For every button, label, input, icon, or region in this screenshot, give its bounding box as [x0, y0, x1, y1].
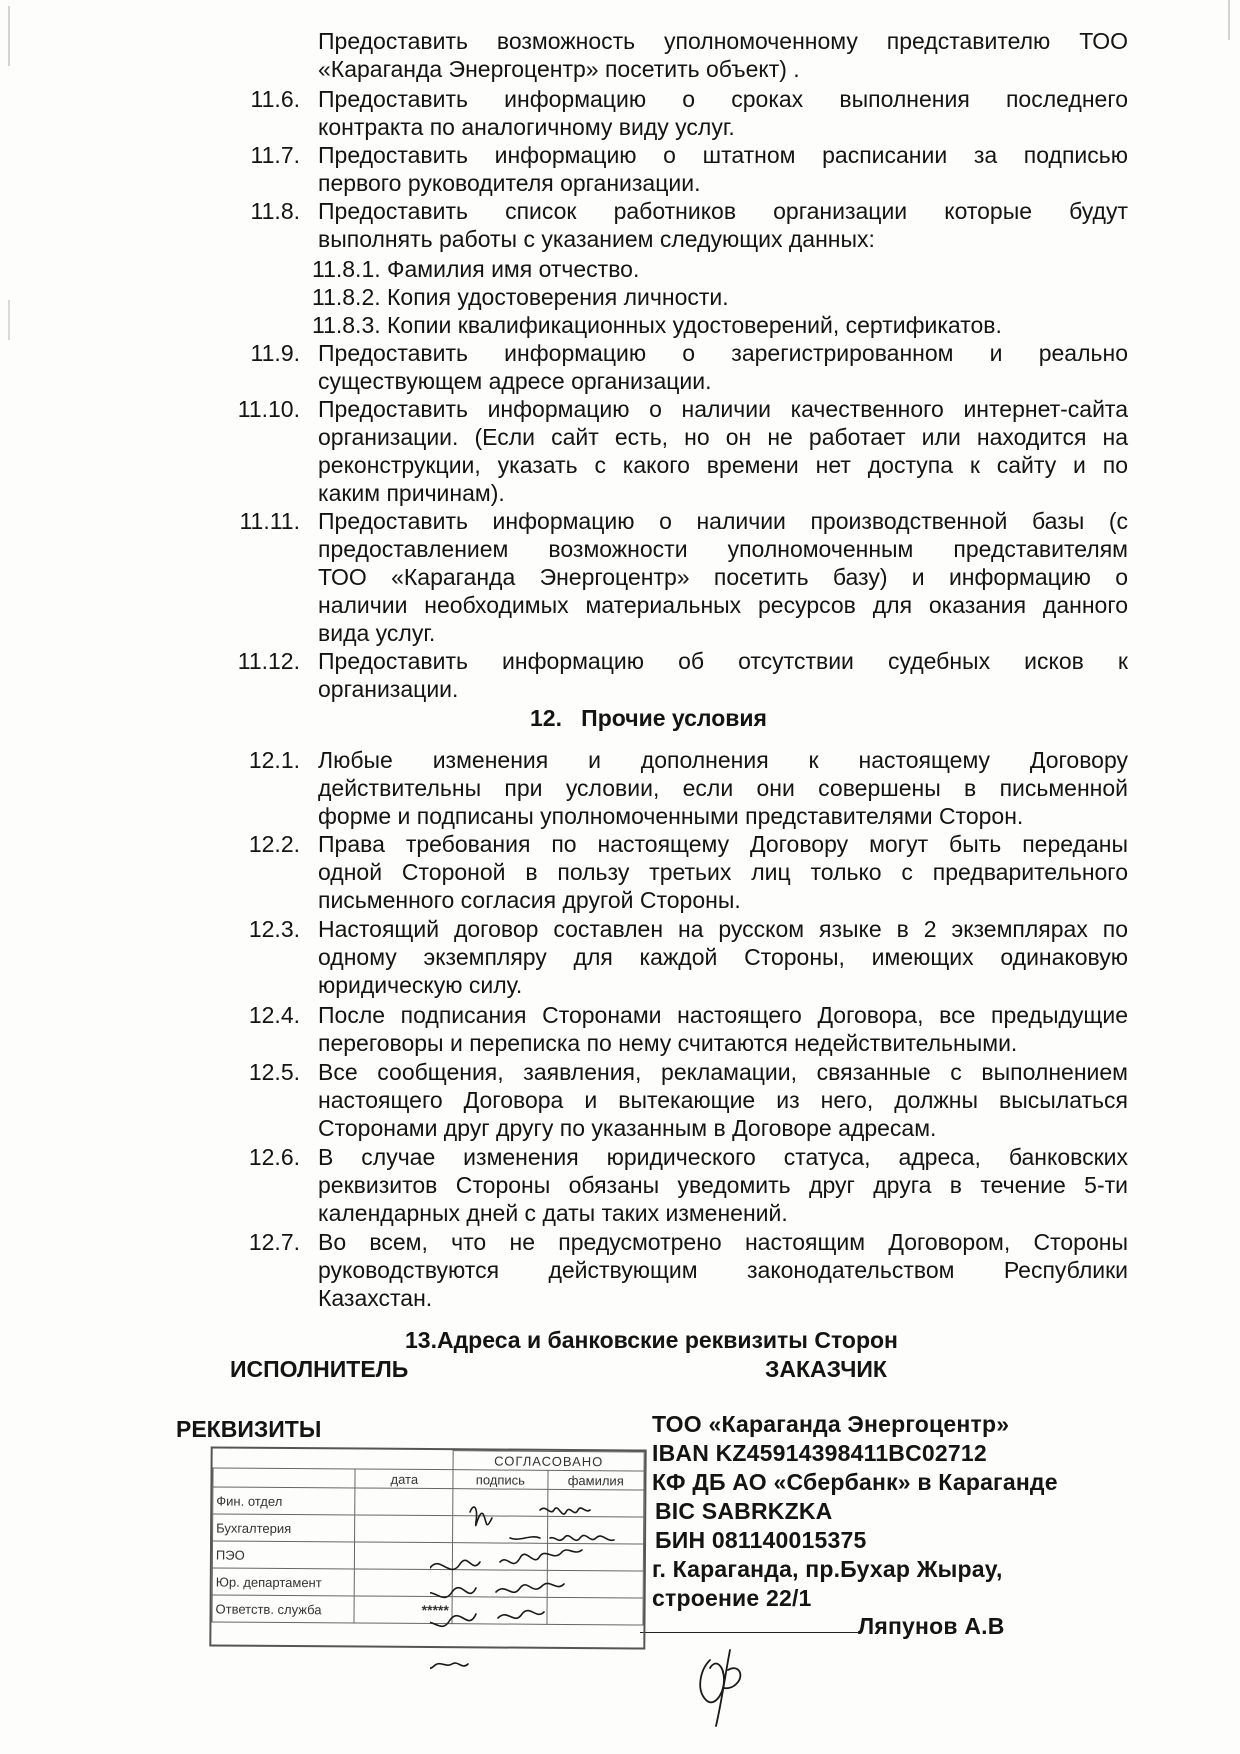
text-line: Предоставить информацию о сроках выполнения последнего: [318, 86, 1128, 112]
section-number: 12.: [530, 705, 562, 731]
text-line: первого руководителя организации.: [318, 170, 701, 196]
item-number: 12.4.: [248, 1002, 300, 1028]
item-11-11: [318, 507, 1128, 647]
item-number: 12.2.: [248, 831, 300, 857]
approval-row-label: Фин. отдел: [213, 1487, 356, 1515]
text-line: наличии необходимых материальных ресурсов для оказания данного: [318, 592, 1128, 618]
subitem-number: 11.8.3.: [312, 312, 381, 338]
text-line: вида услуг.: [318, 620, 436, 646]
item-12-4: [318, 1001, 1128, 1057]
requisites-label: РЕКВИЗИТЫ: [176, 1416, 322, 1442]
section-13-heading: 13.Адреса и банковские реквизиты Сторон: [405, 1327, 898, 1353]
item-number: 11.8.: [250, 198, 300, 224]
item-12-1: [318, 746, 1128, 830]
approval-col-date: дата: [355, 1469, 453, 1489]
signature-stroke: [430, 1611, 544, 1628]
approval-title: СОГЛАСОВАНО: [453, 1451, 644, 1471]
approval-mark: *****: [354, 1596, 452, 1624]
customer-bank: КФ ДБ АО «Сбербанк» в Караганде: [652, 1469, 1058, 1495]
approval-row-label: Юр. департамент: [212, 1568, 355, 1596]
section-12-heading: [530, 705, 767, 732]
item-11-7: [318, 141, 1128, 197]
item-11-6: [318, 85, 1128, 141]
signature-stroke: [430, 1663, 468, 1670]
text-line: Предоставить информацию о наличии качественного интернет-сайта: [318, 396, 1128, 422]
approval-row-label: Бухгалтерия: [213, 1514, 356, 1542]
text-line: Предоставить список работников организации которые будут: [318, 198, 1128, 224]
customer-address-line2: строение 22/1: [652, 1585, 812, 1611]
item-number: 12.3.: [248, 916, 300, 942]
item-11-8: [318, 197, 1128, 253]
text-line: Все сообщения, заявления, рекламации, связанные с выполнением: [318, 1059, 1128, 1085]
item-11-12: [318, 647, 1128, 703]
handwritten-signatures: [430, 1490, 670, 1690]
subitem-text: Копия удостоверения личности.: [387, 284, 729, 310]
signature-stroke: [540, 1508, 590, 1514]
approval-header-blank: [213, 1468, 356, 1488]
scan-edge-mark: [8, 300, 10, 340]
item-number: 11.11.: [239, 508, 300, 534]
text-line: Предоставить возможность уполномоченному представителю ТОО: [318, 28, 1128, 54]
signature-stroke: [470, 1507, 492, 1526]
text-line: переговоры и переписка по нему считаются недействительными.: [318, 1030, 1018, 1056]
item-number: 11.9.: [250, 340, 300, 366]
text-line: Настоящий договор составлен на русском языке в 2 экземплярах по: [318, 916, 1128, 942]
text-line: Сторонами друг другу по указанным в Договоре адресам.: [318, 1115, 937, 1141]
text-line: Предоставить информацию об отсутствии судебных исков к: [318, 648, 1128, 674]
text-line: реконструкции, указать с какого времени нет доступа к сайту и по: [318, 452, 1128, 478]
item-number: 12.6.: [248, 1144, 300, 1170]
text-line: каким причинам).: [318, 480, 505, 506]
item-12-6: [318, 1143, 1128, 1227]
signature-stroke: [700, 1660, 724, 1702]
text-line: существующем адресе организации.: [318, 368, 712, 394]
text-line: контракта по аналогичному виду услуг.: [318, 114, 735, 140]
signature-stroke: [430, 1550, 582, 1569]
text-line: Казахстан.: [318, 1285, 433, 1311]
approval-col-surname: фамилия: [548, 1470, 645, 1490]
text-line: «Караганда Энергоцентр» посетить объект) .: [318, 56, 800, 82]
item-12-2: [318, 830, 1128, 914]
text-line: Любые изменения и дополнения к настоящему Договору: [318, 747, 1128, 773]
item-12-7: [318, 1228, 1128, 1312]
signature-line: [640, 1632, 858, 1633]
section-title: Прочие условия: [581, 705, 767, 731]
customer-bin: БИН 081140015375: [655, 1527, 867, 1553]
text-line: выполнять работы с указанием следующих данных:: [318, 226, 875, 252]
text-line: юридическую силу.: [318, 972, 523, 998]
item-number: 11.6.: [250, 86, 300, 112]
item-12-3: [318, 915, 1128, 999]
text-line: Предоставить информацию о штатном расписании за подписью: [318, 142, 1128, 168]
text-line: В случае изменения юридического статуса, адреса, банковских: [318, 1144, 1128, 1170]
subitem-11-8-1: [312, 255, 639, 283]
subitem-11-8-3: [312, 311, 1002, 339]
text-line: одной Стороной в пользу третьих лиц только с предварительного: [318, 859, 1128, 885]
subitem-text: Фамилия имя отчество.: [387, 256, 640, 282]
item-12-5: [318, 1058, 1128, 1142]
item-number: 12.7.: [248, 1229, 300, 1255]
text-line: одному экземпляру для каждой Стороны, имеющих одинаковую: [318, 944, 1128, 970]
text-line: После подписания Сторонами настоящего Договора, все предыдущие: [318, 1002, 1128, 1028]
text-line: Предоставить информацию о наличии производственной базы (с: [318, 508, 1128, 534]
signature-stroke: [510, 1535, 614, 1540]
text-line: Предоставить информацию о зарегистрированном и реально: [318, 340, 1128, 366]
subitem-11-8-2: [312, 283, 729, 311]
text-line: организации.: [318, 676, 459, 702]
subitem-number: 11.8.1.: [312, 256, 381, 282]
text-line: форме и подписаны уполномоченными представителями Сторон.: [318, 803, 1024, 829]
text-line: Права требования по настоящему Договору могут быть переданы: [318, 831, 1128, 857]
item-number: 11.12.: [237, 648, 300, 674]
text-line: ТОО «Караганда Энергоцентр» посетить базу) и информацию о: [318, 564, 1128, 590]
item-11-9: [318, 339, 1128, 395]
text-line: реквизитов Стороны обязаны уведомить друг друга в течение 5-ти: [318, 1172, 1128, 1198]
item-11-10: [318, 395, 1128, 507]
text-line: календарных дней с даты таких изменений.: [318, 1200, 788, 1226]
text-line: Во всем, что не предусмотрено настоящим Договором, Стороны: [318, 1229, 1128, 1255]
text-line: действительны при условии, если они совершены в письменной: [318, 775, 1128, 801]
text-line: письменного согласия другой Стороны.: [318, 887, 741, 913]
scan-edge-mark: [8, 6, 10, 66]
item-number: 11.10.: [237, 396, 300, 422]
subitem-number: 11.8.2.: [312, 284, 381, 310]
continuation-paragraph: [318, 27, 1128, 83]
text-line: предоставлением возможности уполномоченным представителям: [318, 536, 1128, 562]
customer-bic: BIC SABRKZKA: [655, 1498, 833, 1524]
customer-address-line1: г. Караганда, пр.Бухар Жырау,: [652, 1556, 1003, 1582]
executor-label: ИСПОЛНИТЕЛЬ: [230, 1356, 409, 1382]
item-number: 12.1.: [248, 747, 300, 773]
approval-row-label: Ответств. служба: [212, 1595, 355, 1623]
customer-name: ТОО «Караганда Энергоцентр»: [652, 1411, 1010, 1437]
customer-signature: [690, 1640, 760, 1730]
approval-row-label: ПЭО: [212, 1541, 355, 1569]
text-line: организации. (Если сайт есть, но он не работает или находится на: [318, 424, 1128, 450]
subitem-text: Копии квалификационных удостоверений, сертификатов.: [387, 312, 1002, 338]
text-line: настоящего Договора и вытекающие из него, должны высылаться: [318, 1087, 1128, 1113]
item-number: 11.7.: [250, 142, 300, 168]
approval-col-signature: подпись: [453, 1470, 547, 1490]
customer-signer: Ляпунов А.В: [858, 1613, 1005, 1639]
text-line: руководствуются действующим законодательством Республики: [318, 1257, 1128, 1283]
signature-stroke: [430, 1583, 564, 1598]
scan-edge-mark: [1228, 0, 1230, 40]
customer-label: ЗАКАЗЧИК: [765, 1356, 887, 1382]
item-number: 12.5.: [248, 1059, 300, 1085]
customer-iban: IBAN KZ45914398411BC02712: [652, 1440, 987, 1466]
